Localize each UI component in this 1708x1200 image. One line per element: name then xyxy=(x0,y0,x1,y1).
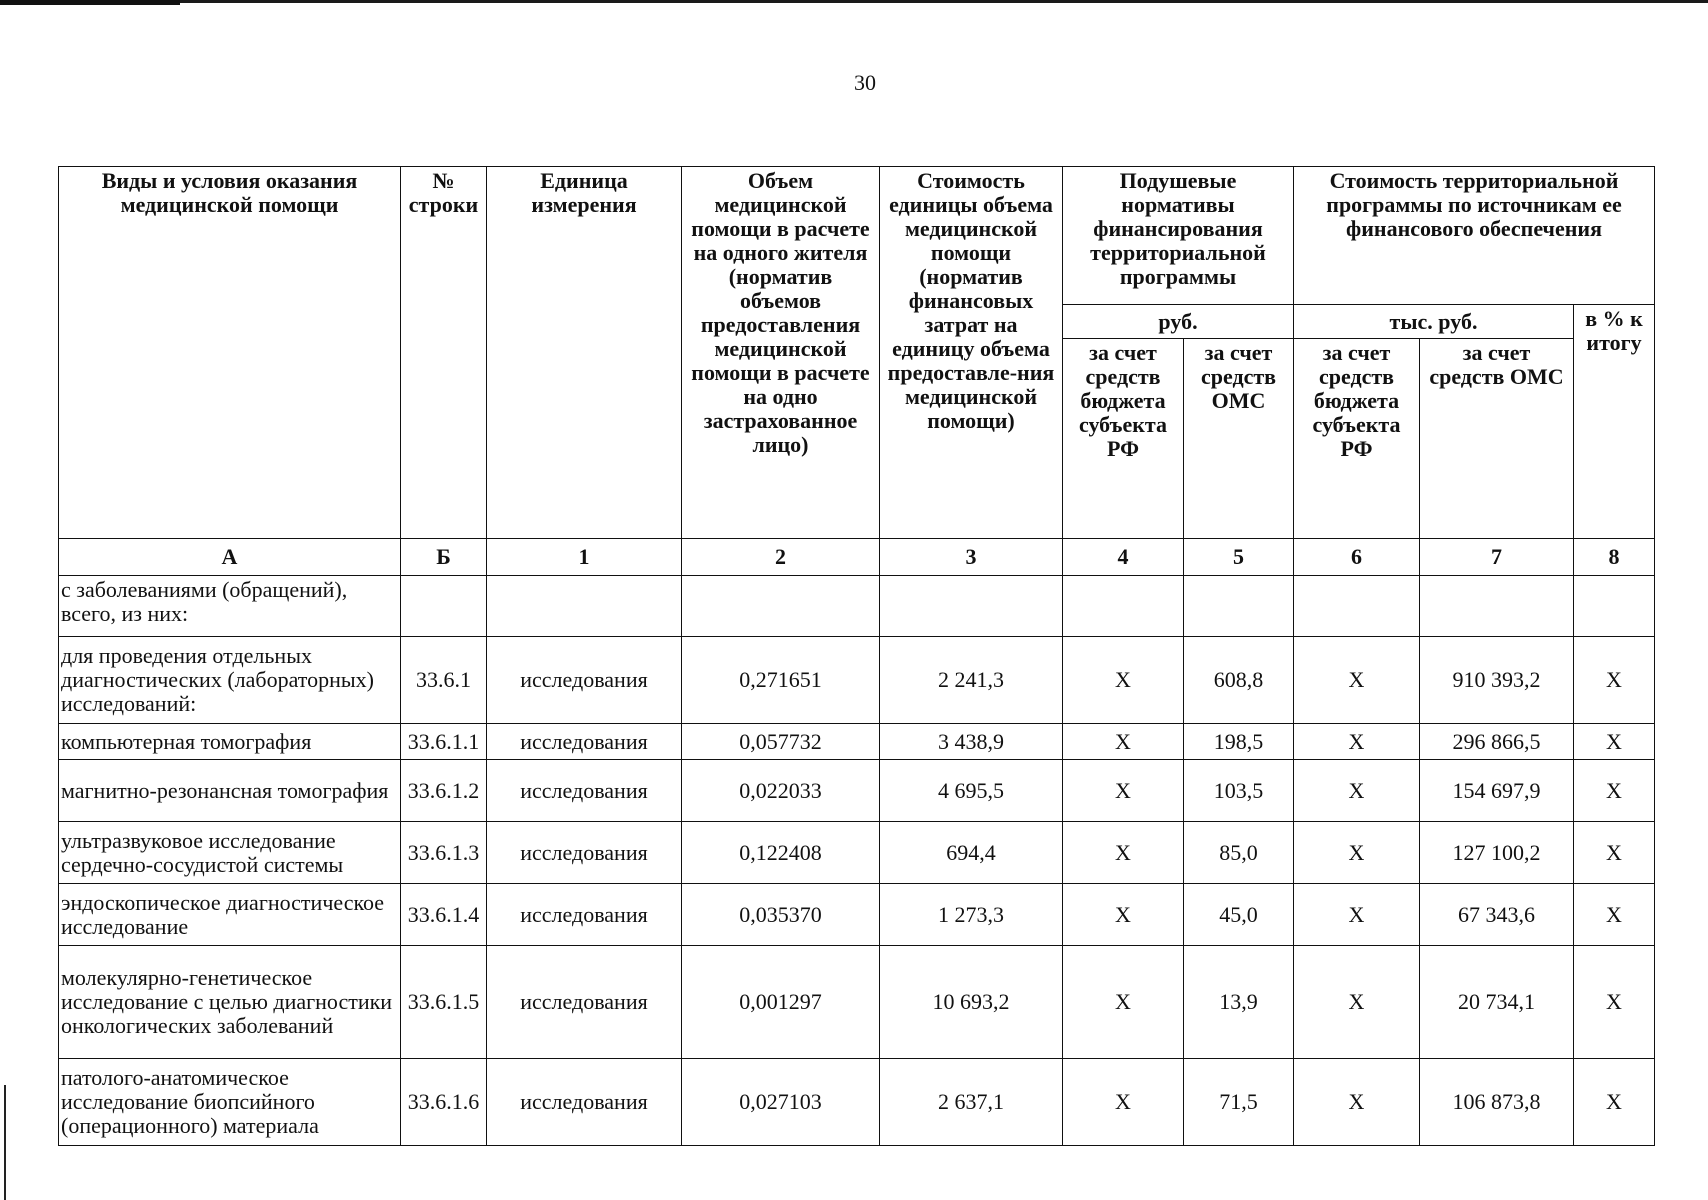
row-cost: 2 637,1 xyxy=(880,1059,1063,1146)
header-budget-rf-percapita: за счет средств бюджета субъекта РФ xyxy=(1063,339,1184,539)
row-col5: 198,5 xyxy=(1184,724,1294,760)
row-cost: 3 438,9 xyxy=(880,724,1063,760)
row-unit: исследования xyxy=(487,760,682,822)
index-cell: 8 xyxy=(1574,539,1655,576)
header-volume: Объем медицинской помощи в расчете на одного жителя (норматив объемов предоставления медицинской помощи в расчете на одно застрахованное лицо) xyxy=(682,167,880,539)
row-col6: X xyxy=(1294,822,1420,884)
header-pct-total: в % к итогу xyxy=(1574,305,1655,539)
row-number: 33.6.1.6 xyxy=(401,1059,487,1146)
row-volume: 0,057732 xyxy=(682,724,880,760)
row-unit: исследования xyxy=(487,724,682,760)
row-col4: X xyxy=(1063,724,1184,760)
row-number xyxy=(401,576,487,637)
row-col7: 67 343,6 xyxy=(1420,884,1574,946)
row-name: с заболеваниями (обращений), всего, из них: xyxy=(59,576,401,637)
row-cost: 10 693,2 xyxy=(880,946,1063,1059)
row-col7: 106 873,8 xyxy=(1420,1059,1574,1146)
row-number: 33.6.1.2 xyxy=(401,760,487,822)
header-percapita-group: Подушевые нормативы финансирования территориальной программы xyxy=(1063,167,1294,305)
row-cost: 694,4 xyxy=(880,822,1063,884)
row-unit: исследования xyxy=(487,884,682,946)
column-index-row xyxy=(59,539,1655,576)
row-col6 xyxy=(1294,576,1420,637)
row-col4: X xyxy=(1063,1059,1184,1146)
index-cell: 1 xyxy=(487,539,682,576)
table-row xyxy=(59,884,1655,946)
row-number: 33.6.1.4 xyxy=(401,884,487,946)
row-number: 33.6.1.5 xyxy=(401,946,487,1059)
row-col7: 296 866,5 xyxy=(1420,724,1574,760)
row-name: эндоскопическое диагностическое исследование xyxy=(59,884,401,946)
header-thous-rub: тыс. руб. xyxy=(1294,305,1574,339)
row-volume: 0,122408 xyxy=(682,822,880,884)
header-budget-rf-cost: за счет средств бюджета субъекта РФ xyxy=(1294,339,1420,539)
row-col7: 20 734,1 xyxy=(1420,946,1574,1059)
table-row xyxy=(59,760,1655,822)
row-unit: исследования xyxy=(487,822,682,884)
header-unit: Единица измерения xyxy=(487,167,682,539)
row-col5: 103,5 xyxy=(1184,760,1294,822)
row-col6: X xyxy=(1294,724,1420,760)
table-row xyxy=(59,576,1655,637)
row-name: для проведения отдельных диагностических (лабораторных) исследований: xyxy=(59,637,401,724)
index-cell: А xyxy=(59,539,401,576)
row-cost: 4 695,5 xyxy=(880,760,1063,822)
row-name: патолого-анатомическое исследование биопсийного (операционного) материала xyxy=(59,1059,401,1146)
row-unit: исследования xyxy=(487,637,682,724)
row-unit: исследования xyxy=(487,946,682,1059)
row-number: 33.6.1.1 xyxy=(401,724,487,760)
row-col5: 45,0 xyxy=(1184,884,1294,946)
row-name: магнитно-резонансная томография xyxy=(59,760,401,822)
row-volume: 0,035370 xyxy=(682,884,880,946)
row-col4: X xyxy=(1063,946,1184,1059)
index-cell: Б xyxy=(401,539,487,576)
row-col8: X xyxy=(1574,884,1655,946)
row-col7: 154 697,9 xyxy=(1420,760,1574,822)
row-name: молекулярно-генетическое исследование с целью диагностики онкологических заболеваний xyxy=(59,946,401,1059)
header-row-number: № строки xyxy=(401,167,487,539)
table-row xyxy=(59,946,1655,1059)
header-oms-cost: за счет средств ОМС xyxy=(1420,339,1574,539)
row-number: 33.6.1 xyxy=(401,637,487,724)
row-cost: 1 273,3 xyxy=(880,884,1063,946)
header-oms-percapita: за счет средств ОМС xyxy=(1184,339,1294,539)
medical-care-table xyxy=(58,166,1655,1146)
table-row xyxy=(59,822,1655,884)
row-col5 xyxy=(1184,576,1294,637)
row-number: 33.6.1.3 xyxy=(401,822,487,884)
row-col5: 13,9 xyxy=(1184,946,1294,1059)
top-rule-thick xyxy=(0,0,180,5)
row-cost xyxy=(880,576,1063,637)
row-unit xyxy=(487,576,682,637)
row-col4: X xyxy=(1063,760,1184,822)
row-col6: X xyxy=(1294,884,1420,946)
row-col5: 71,5 xyxy=(1184,1059,1294,1146)
row-col8: X xyxy=(1574,724,1655,760)
header-unit-cost: Стоимость единицы объема медицинской помощи (норматив финансовых затрат на единицу объема предоставле-ния медицинской помощи) xyxy=(880,167,1063,539)
row-col8: X xyxy=(1574,822,1655,884)
row-col4: X xyxy=(1063,884,1184,946)
table-row xyxy=(59,1059,1655,1146)
row-col5: 608,8 xyxy=(1184,637,1294,724)
row-volume: 0,027103 xyxy=(682,1059,880,1146)
row-volume: 0,001297 xyxy=(682,946,880,1059)
index-cell: 7 xyxy=(1420,539,1574,576)
row-cost: 2 241,3 xyxy=(880,637,1063,724)
header-cost-group: Стоимость территориальной программы по источникам ее финансового обеспечения xyxy=(1294,167,1655,305)
row-col6: X xyxy=(1294,1059,1420,1146)
row-col4: X xyxy=(1063,637,1184,724)
table-row xyxy=(59,724,1655,760)
row-col7: 910 393,2 xyxy=(1420,637,1574,724)
row-col5: 85,0 xyxy=(1184,822,1294,884)
row-name: компьютерная томография xyxy=(59,724,401,760)
row-col8: X xyxy=(1574,637,1655,724)
row-col7: 127 100,2 xyxy=(1420,822,1574,884)
row-name: ультразвуковое исследование сердечно-сосудистой системы xyxy=(59,822,401,884)
row-volume: 0,022033 xyxy=(682,760,880,822)
header-care-type: Виды и условия оказания медицинской помощи xyxy=(59,167,401,539)
index-cell: 4 xyxy=(1063,539,1184,576)
row-col6: X xyxy=(1294,760,1420,822)
row-col8: X xyxy=(1574,1059,1655,1146)
row-col6: X xyxy=(1294,946,1420,1059)
top-rule xyxy=(0,0,1708,3)
header-rub: руб. xyxy=(1063,305,1294,339)
row-col4: X xyxy=(1063,822,1184,884)
row-unit: исследования xyxy=(487,1059,682,1146)
row-col8: X xyxy=(1574,946,1655,1059)
index-cell: 2 xyxy=(682,539,880,576)
index-cell: 5 xyxy=(1184,539,1294,576)
page-number: 30 xyxy=(854,70,876,95)
row-col6: X xyxy=(1294,637,1420,724)
row-col7 xyxy=(1420,576,1574,637)
row-col8: X xyxy=(1574,760,1655,822)
row-volume: 0,271651 xyxy=(682,637,880,724)
table-row xyxy=(59,637,1655,724)
row-volume xyxy=(682,576,880,637)
index-cell: 6 xyxy=(1294,539,1420,576)
scan-edge-mark xyxy=(4,1085,6,1200)
row-col8 xyxy=(1574,576,1655,637)
row-col4 xyxy=(1063,576,1184,637)
index-cell: 3 xyxy=(880,539,1063,576)
